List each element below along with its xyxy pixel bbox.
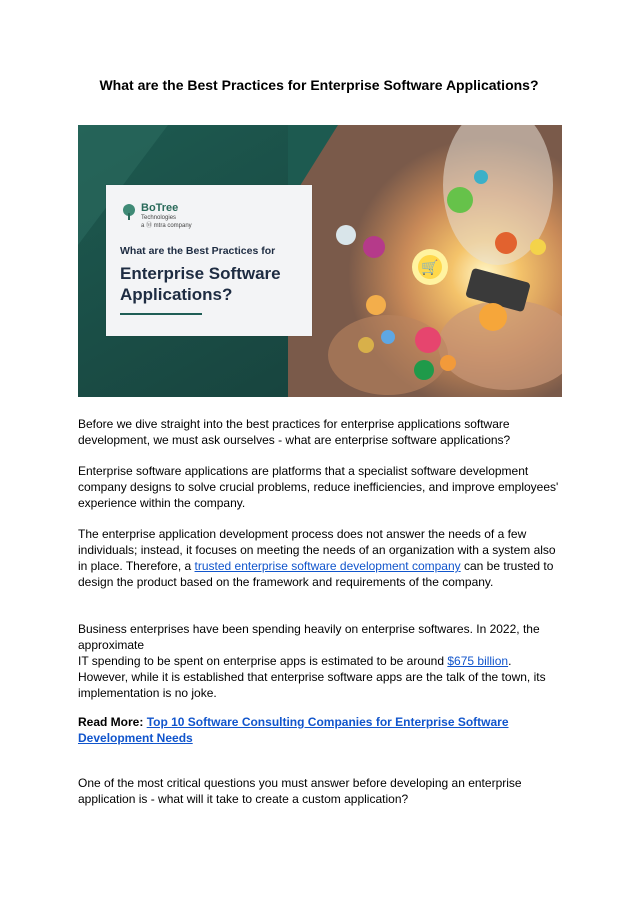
logo-subtext: Technologies (141, 215, 177, 221)
paragraph-process (78, 526, 564, 590)
paragraph-spending (78, 621, 564, 701)
read-more-label: Read More: (78, 715, 147, 729)
paragraph-question: One of the most critical questions you must answer before developing an enterprise application is - what will it take to create a custom application? (78, 776, 522, 806)
banner-divider (120, 313, 202, 315)
paragraph-spending-text-1: IT spending to be spent on enterprise apps is estimated to be around (78, 654, 448, 668)
paragraph-spending-text-2: . However, while it is established that enterprise software apps are the talk of the town, its implementation is no joke. (78, 654, 546, 700)
trusted-company-link[interactable]: trusted enterprise software development company (194, 559, 461, 573)
paragraph-process-text-1: The enterprise application development process does not answer the needs of a few individuals; instead, it focuses on meeting the needs of an organization with a system also in place. Therefore, a (78, 527, 556, 573)
document-title: What are the Best Practices for Enterprise Software Applications? (99, 77, 539, 93)
svg-text:🛒: 🛒 (421, 260, 439, 276)
paragraph-spending-line-1: Business enterprises have been spending heavily on enterprise softwares. In 2022, the approximate (78, 622, 540, 652)
paragraph-intro: Before we dive straight into the best practices for enterprise applications software development, we must ask ourselves - what are enterprise software applications? (78, 417, 511, 447)
read-more (78, 714, 564, 746)
logo-subtext-2: a Ⓜ mtra company (141, 223, 192, 229)
spending-link[interactable]: $675 billion (447, 654, 509, 668)
tree-icon (120, 203, 138, 221)
logo-brand: BoTree (141, 202, 179, 214)
botree-logo (120, 203, 192, 230)
paragraph-process-text-2: can be trusted to design the product based on the framework and requirements of the company. (78, 559, 554, 589)
paragraph-definition: Enterprise software applications are platforms that a specialist software development company designs to solve crucial problems, reduce inefficiencies, and improve employees' experience within the company. (78, 464, 559, 510)
banner-image (78, 125, 562, 397)
read-more-link[interactable]: Top 10 Software Consulting Companies for Enterprise Software Development Needs (78, 715, 509, 745)
banner-headline: Enterprise Software Applications? (120, 264, 281, 304)
banner-card (106, 185, 312, 336)
banner-subtitle: What are the Best Practices for (120, 245, 276, 257)
